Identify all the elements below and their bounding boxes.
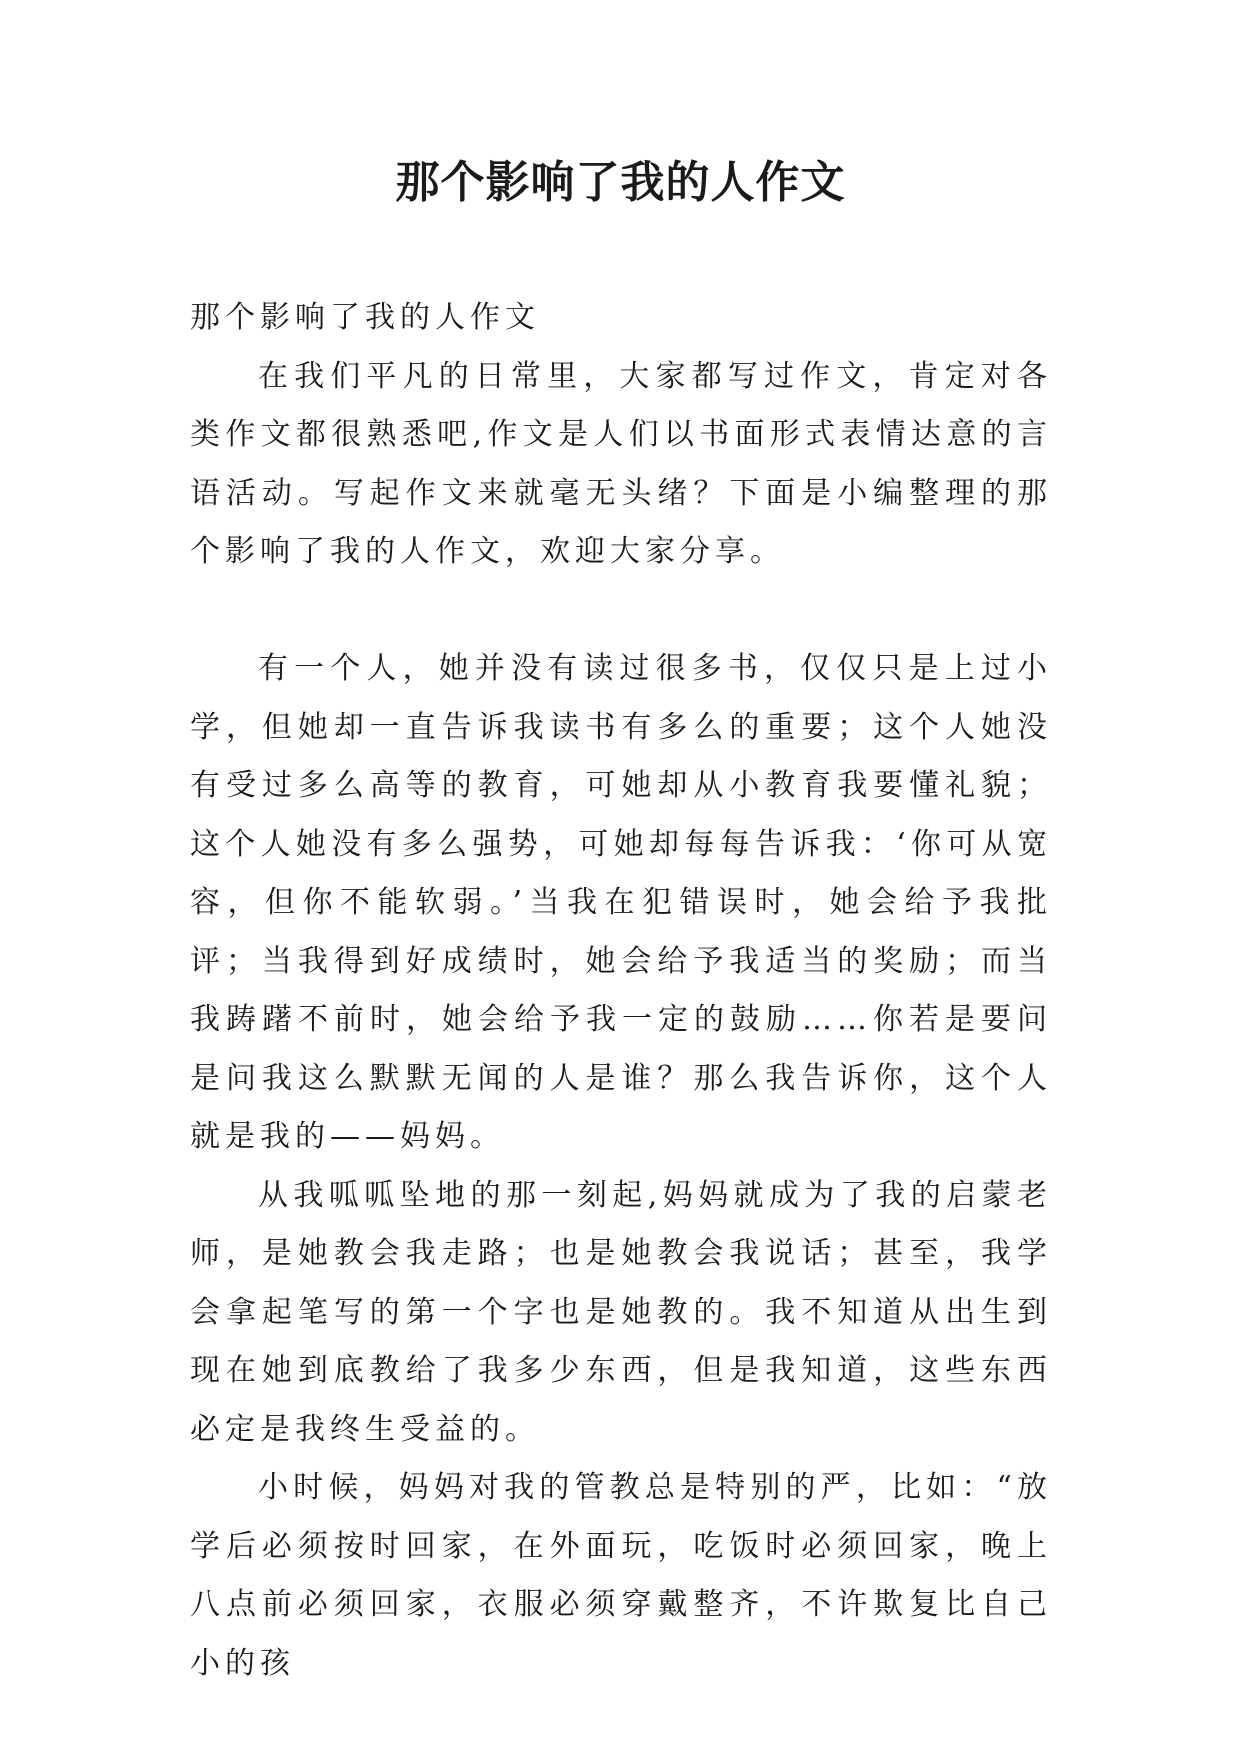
- body-paragraph: 小时候，妈妈对我的管教总是特别的严，比如：“放学后必须按时回家，在外面玩，吃饭时必须回家，晚上八点前必须回家，衣服必须穿戴整齐，不许欺复比自己小的孩: [190, 1470, 1052, 1681]
- essay-heading: 那个影响了我的人作文: [190, 300, 540, 335]
- body-paragraph: 有一个人，她并没有读过很多书，仅仅只是上过小学，但她却一直告诉我读书有多么的重要；这个人她没有受过多么高等的教育，可她却从小教育我要懂礼貌；这个人她没有多么强势，可她却每每告诉我：‘你可从宽容，但你不能软弱。’当我在犯错误时，她会给予我批评；当我得到好成绩时，她会给予我适当的奖励；而当我踌躇不前时，她会给予我一定的鼓励……你若是要问是问我这么默默无闻的人是谁？那么我告诉你，这个人就是我的——妈妈。: [190, 651, 1052, 1154]
- document-title: 那个影响了我的人作文: [395, 157, 846, 208]
- intro-paragraph: 在我们平凡的日常里，大家都写过作文，肯定对各类作文都很熟悉吧,作文是人们以书面形式表情达意的言语活动。写起作文来就毫无头绪？下面是小编整理的那个影响了我的人作文，欢迎大家分享。: [190, 358, 1052, 569]
- paragraph-spacer: [190, 582, 1052, 641]
- body-paragraph: 从我呱呱坠地的那一刻起,妈妈就成为了我的启蒙老师，是她教会我走路；也是她教会我说话；甚至，我学会拿起笔写的第一个字也是她教的。我不知道从出生到现在她到底教给了我多少东西，但是我知道，这些东西必定是我终生受益的。: [190, 1177, 1052, 1447]
- document-body: [190, 289, 1052, 1693]
